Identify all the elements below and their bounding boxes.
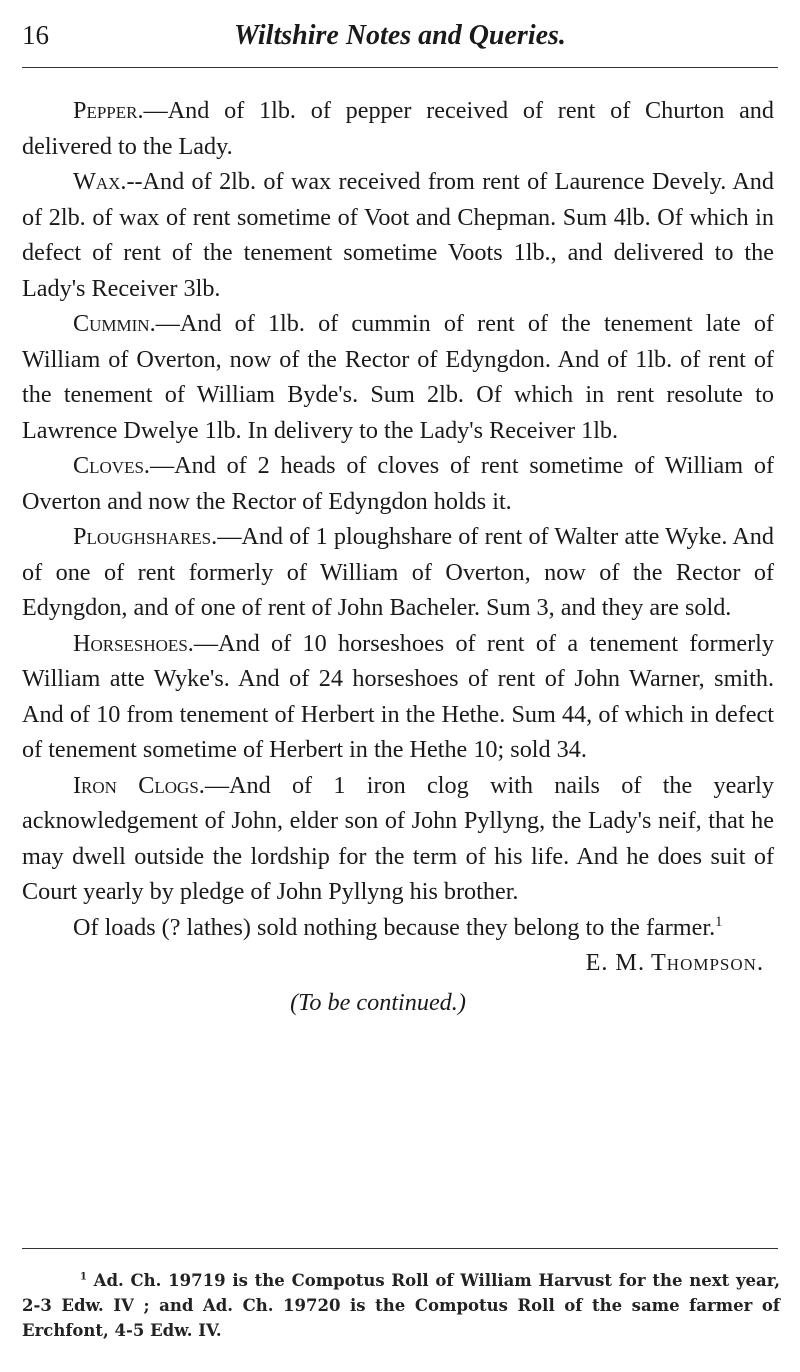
footnote: [22, 1268, 780, 1343]
entry-text: —And of 1lb. of cummin of rent of the tenement late of William of Overton, now of the Rector of Edyngdon. And of 1lb. of rent of the tenement of William Byde's. Sum 2lb. Of which in rent resolute to Lawrence Dwelye 1lb. In delivery to the Lady's Receiver 1lb.: [22, 310, 774, 444]
entry-text: —And of 10 horseshoes of rent of a tenement formerly William atte Wyke's. And of 24 horseshoes of rent of John Warner, smith. And of 10 from tenement of Herbert in the Hethe. Sum 44, of which in defect of tenement sometime of Herbert in the Hethe 10; sold 34.: [22, 629, 774, 763]
paragraph-ploughshares: [22, 519, 774, 626]
entry-text: --And of 2lb. of wax received from rent of Laurence Devely. And of 2lb. of wax of rent sometime of Voot and Chepman. Sum 4lb. Of which in defect of rent of the tenement sometime Voots 1lb., and delivered to the Lady's Receiver 3lb.: [22, 168, 774, 302]
entry-heading: Iron Clogs.: [73, 771, 205, 799]
entry-text: —And of 1 iron clog with nails of the yearly acknowledgement of John, elder son of John Pyllyng, the Lady's neif, that he may dwell outside the lordship for the term of his life. And he does suit of Court yearly by pledge of John Pyllyng his brother.: [22, 771, 774, 905]
entry-heading: Cummin.: [73, 310, 156, 337]
paragraph-horseshoes: [22, 626, 774, 768]
entry-heading: Wax.: [73, 168, 127, 195]
entry-text: —And of 1lb. of pepper received of rent of Churton and delivered to the Lady.: [22, 97, 774, 160]
paragraph-loads: [22, 910, 774, 946]
header-rule: [22, 67, 778, 68]
page-header: [22, 20, 778, 60]
entry-text: —And of 1 ploughshare of rent of Walter atte Wyke. And of one of rent formerly of William of Overton, now of the Rector of Edyngdon, and of one of rent of John Bacheler. Sum 3, and they are sold.: [22, 523, 774, 621]
page-number: 16: [22, 20, 49, 50]
paragraph-iron-clogs: [22, 768, 774, 910]
entry-heading: Horseshoes.: [73, 629, 194, 657]
continued-note: (To be continued.): [290, 988, 466, 1016]
article-body: [22, 93, 774, 1020]
footnote-marker: 1: [80, 1271, 87, 1283]
signature: [22, 945, 774, 981]
footnote-reference: 1: [715, 913, 723, 930]
entry-text: —And of 2 heads of cloves of rent sometime of William of Overton and now the Rector of Edyngdon holds it.: [22, 452, 774, 515]
entry-heading: Cloves.: [73, 452, 150, 479]
entry-heading: Ploughshares.: [73, 523, 218, 550]
footnote-text: Ad. Ch. 19719 is the Compotus Roll of William Harvust for the next year, 2-3 Edw. IV ; and Ad. Ch. 19720 is the Compotus Roll of the same farmer of Erchfont, 4-5 Edw. IV.: [22, 1271, 780, 1340]
entry-text: Of loads (? lathes) sold nothing because they belong to the farmer.: [73, 913, 716, 941]
paragraph-wax: [22, 164, 774, 306]
paragraph-cummin: [22, 306, 774, 448]
entry-heading: Pepper.: [73, 97, 144, 124]
signature-surname: Thompson.: [651, 949, 764, 976]
footnote-rule: [22, 1248, 778, 1249]
paragraph-cloves: [22, 448, 774, 519]
signature-initials: E. M.: [585, 949, 645, 976]
running-title: Wiltshire Notes and Queries.: [234, 20, 566, 51]
paragraph-pepper: [22, 93, 774, 164]
